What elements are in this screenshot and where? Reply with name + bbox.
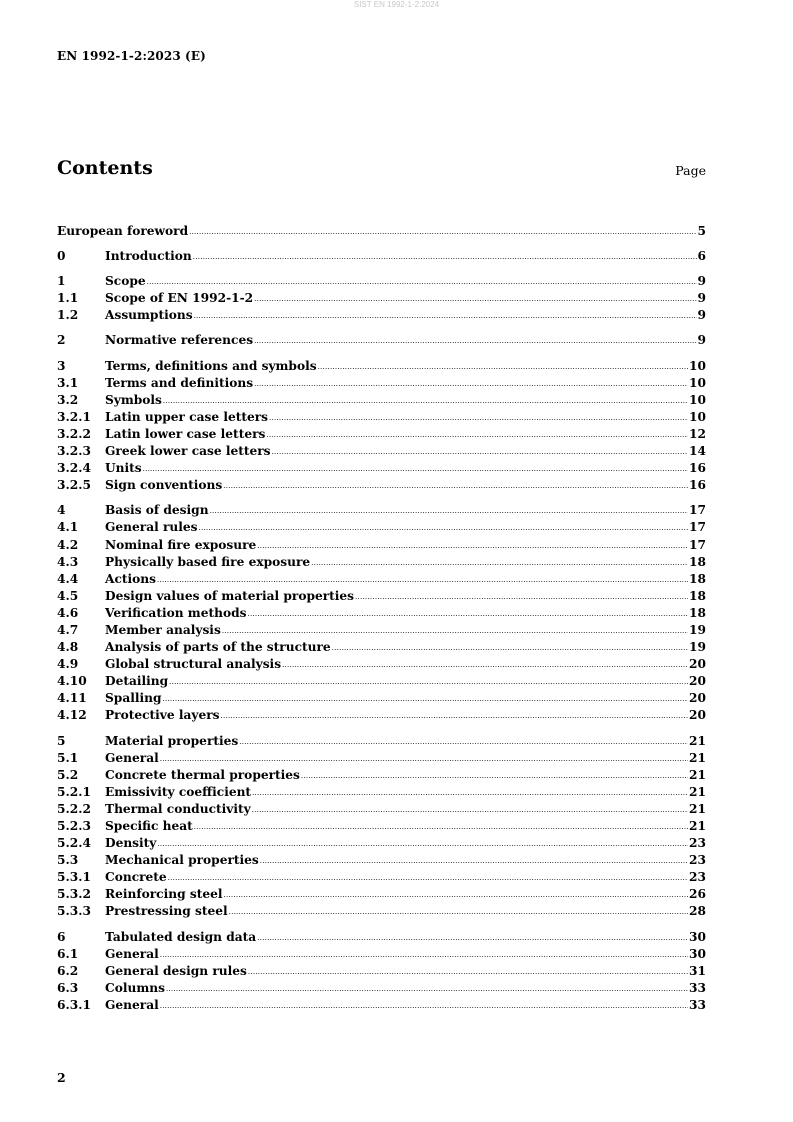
toc-entry[interactable]: [57, 656, 706, 673]
toc-entry[interactable]: [57, 571, 706, 588]
toc-entry[interactable]: [57, 980, 706, 997]
toc-entry[interactable]: [57, 519, 706, 536]
toc-entry[interactable]: [57, 784, 706, 801]
toc-entry[interactable]: [57, 588, 706, 605]
toc-entry-title: Tabulated design data: [105, 929, 257, 944]
toc-entry[interactable]: [57, 946, 706, 963]
toc-entry-number: 3.2.3: [57, 444, 91, 459]
document-id: EN 1992-1-2:2023 (E): [57, 49, 206, 63]
toc-dot-leader: [223, 476, 688, 495]
toc-entry-number: 4.6: [57, 605, 79, 620]
toc-entry[interactable]: [57, 903, 706, 920]
toc-entry-title: General: [105, 997, 159, 1012]
toc-entry-number: 4.9: [57, 657, 79, 672]
toc-entry-page: 30: [689, 929, 706, 944]
page-column-label: Page: [675, 163, 706, 178]
toc-entry-number: 5.2.3: [57, 819, 91, 833]
toc-entry[interactable]: [57, 869, 706, 886]
toc-entry-title: Emissivity coefficient: [105, 784, 252, 799]
toc-dot-leader: [221, 706, 689, 725]
contents-title: Contents: [57, 157, 153, 179]
toc-entry-number: 5.2.4: [57, 836, 91, 851]
toc-entry-page: 21: [689, 733, 706, 748]
toc-entry-number: 3.2.2: [57, 426, 91, 441]
toc-entry-page: 33: [689, 980, 706, 995]
toc-dot-leader: [229, 902, 688, 921]
toc-entry-title: Units: [105, 461, 142, 476]
toc-entry-page: 26: [689, 887, 706, 902]
toc-entry-title: Scope of EN 1992-1-2: [105, 291, 254, 306]
toc-entry-title: Verification methods: [105, 605, 247, 620]
toc-entry-number: 3.2.5: [57, 478, 91, 493]
toc-entry-number: 3.1: [57, 375, 79, 390]
toc-entry-title: Nominal fire exposure: [105, 537, 257, 552]
toc-entry-page: 14: [689, 444, 706, 459]
toc-entry-page: 21: [689, 767, 706, 782]
toc-entry-page: 5: [697, 224, 706, 238]
toc-dot-leader: [160, 996, 688, 1015]
toc-entry-number: 6: [57, 929, 66, 944]
toc-entry-number: 5.2: [57, 767, 79, 782]
toc-dot-leader: [194, 306, 697, 325]
toc-entry-title: Terms and definitions: [105, 375, 254, 390]
toc-entry-page: 10: [689, 392, 706, 407]
toc-entry[interactable]: [57, 767, 706, 784]
toc-entry-title: European foreword: [57, 224, 189, 238]
toc-entry-title: General: [105, 750, 159, 765]
toc-dot-leader: [254, 331, 696, 350]
watermark: SIST EN 1992-1-2:2024: [353, 0, 440, 9]
toc-entry-page: 17: [689, 520, 706, 535]
toc-entry-page: 12: [689, 426, 706, 441]
toc-entry-title: General design rules: [105, 963, 247, 978]
toc-entry-number: 1.2: [57, 308, 79, 323]
toc-entry-number: 5.2.2: [57, 801, 91, 816]
toc-entry-page: 20: [689, 657, 706, 672]
toc-entry[interactable]: [57, 929, 706, 946]
toc-entry-page: 21: [689, 784, 706, 799]
toc-entry[interactable]: [57, 639, 706, 656]
toc-entry-page: 19: [689, 622, 706, 637]
toc-entry-number: 5.1: [57, 750, 79, 765]
toc-entry-page: 19: [689, 640, 706, 655]
toc-entry-number: 5.3.2: [57, 887, 91, 902]
toc-entry-number: 5.3.1: [57, 870, 91, 885]
toc-entry-page: 17: [689, 503, 706, 518]
toc-entry-number: 3.2.4: [57, 461, 91, 476]
toc-entry-title: Scope: [105, 274, 146, 289]
toc-entry-number: 4.3: [57, 554, 79, 569]
toc-entry-page: 16: [689, 478, 706, 493]
toc-entry-page: 10: [689, 375, 706, 390]
toc-entry-title: Sign conventions: [105, 478, 223, 493]
toc-entry[interactable]: [57, 375, 706, 392]
toc-entry-title: Columns: [105, 980, 165, 995]
toc-entry-number: 1.1: [57, 291, 79, 306]
toc-entry-title: Symbols: [105, 392, 162, 407]
toc-entry[interactable]: [57, 392, 706, 409]
toc-entry[interactable]: [57, 733, 706, 750]
toc-entry[interactable]: [57, 537, 706, 554]
page-number: 2: [57, 1070, 66, 1085]
toc-entry-title: Detailing: [105, 674, 169, 689]
toc-entry-title: Analysis of parts of the structure: [105, 640, 331, 655]
toc-entry[interactable]: [57, 707, 706, 724]
toc-entry-number: 2: [57, 333, 66, 348]
toc-entry-number: 5.3: [57, 853, 79, 868]
toc-entry-number: 6.3: [57, 980, 79, 995]
toc-entry-title: Protective layers: [105, 708, 220, 723]
toc-entry-number: 4.2: [57, 537, 79, 552]
toc-entry-title: Concrete thermal properties: [105, 767, 300, 782]
toc-entry[interactable]: [57, 290, 706, 307]
toc-entry-number: 5.2.1: [57, 784, 91, 799]
toc-entry[interactable]: [57, 443, 706, 460]
toc-entry[interactable]: [57, 502, 706, 519]
toc-entry-title: Spalling: [105, 691, 162, 706]
toc-entry-number: 5: [57, 733, 66, 748]
toc-entry-page: 9: [697, 308, 706, 323]
toc-entry-number: 4.8: [57, 640, 79, 655]
toc-entry-page: 9: [697, 274, 706, 289]
toc-entry[interactable]: [57, 750, 706, 767]
toc-entry-page: 20: [689, 674, 706, 689]
toc-entry[interactable]: [57, 358, 706, 375]
toc-entry-title: Thermal conductivity: [105, 801, 251, 816]
toc-entry-number: 4.1: [57, 520, 79, 535]
toc-entry-number: 5.3.3: [57, 904, 91, 919]
toc-entry-page: 20: [689, 708, 706, 723]
table-of-contents: [57, 223, 706, 1014]
toc-entry-number: 4.10: [57, 674, 87, 689]
toc-entry-page: 18: [689, 588, 706, 603]
toc-entry[interactable]: [57, 460, 706, 477]
toc-entry-title: General: [105, 946, 159, 961]
toc-entry-number: 4.4: [57, 571, 79, 586]
toc-entry-page: 10: [689, 358, 706, 373]
toc-entry-page: 21: [689, 801, 706, 816]
toc-entry-page: 9: [697, 333, 706, 348]
toc-entry[interactable]: [57, 307, 706, 324]
toc-entry-page: 21: [689, 819, 706, 833]
toc-entry-title: Greek lower case letters: [105, 444, 271, 459]
toc-entry-number: 6.1: [57, 946, 79, 961]
toc-entry-page: 33: [689, 997, 706, 1012]
toc-entry-number: 4: [57, 503, 66, 518]
toc-entry-title: Specific heat: [105, 819, 193, 833]
toc-entry-page: 18: [689, 571, 706, 586]
toc-entry[interactable]: [57, 835, 706, 852]
toc-entry-number: 4.11: [57, 691, 87, 706]
toc-entry-title: Latin lower case letters: [105, 426, 266, 441]
toc-entry-number: 4.12: [57, 708, 87, 723]
toc-entry-page: 18: [689, 554, 706, 569]
toc-entry[interactable]: [57, 818, 706, 835]
toc-entry-title: Material properties: [105, 733, 239, 748]
toc-entry-title: Physically based fire exposure: [105, 554, 311, 569]
toc-entry[interactable]: [57, 690, 706, 707]
toc-entry-page: 30: [689, 946, 706, 961]
toc-entry[interactable]: [57, 997, 706, 1014]
toc-entry-title: Latin upper case letters: [105, 409, 269, 424]
toc-entry-title: Reinforcing steel: [105, 887, 223, 902]
toc-entry[interactable]: [57, 673, 706, 690]
toc-entry[interactable]: [57, 886, 706, 903]
toc-entry-page: 23: [689, 836, 706, 851]
toc-entry-page: 6: [697, 249, 706, 264]
toc-entry[interactable]: [57, 273, 706, 290]
toc-entry-page: 10: [689, 409, 706, 424]
toc-entry-title: Density: [105, 836, 157, 851]
toc-entry-title: Normative references: [105, 333, 254, 348]
toc-entry-page: 16: [689, 461, 706, 476]
toc-entry[interactable]: [57, 223, 706, 240]
toc-entry-number: 3.2.1: [57, 409, 91, 424]
toc-entry-number: 6.3.1: [57, 997, 91, 1012]
toc-entry-title: Introduction: [105, 249, 192, 264]
toc-entry-page: 31: [689, 963, 706, 978]
toc-entry[interactable]: [57, 554, 706, 571]
toc-entry-title: Design values of material properties: [105, 588, 355, 603]
toc-entry-page: 9: [697, 291, 706, 306]
toc-entry-title: Global structural analysis: [105, 657, 282, 672]
toc-entry-title: Member analysis: [105, 622, 221, 637]
toc-entry-number: 3.2: [57, 392, 79, 407]
toc-entry[interactable]: [57, 963, 706, 980]
toc-entry[interactable]: [57, 248, 706, 265]
toc-entry-page: 28: [689, 904, 706, 919]
toc-entry-title: Mechanical properties: [105, 853, 259, 868]
toc-dot-leader: [193, 247, 697, 266]
toc-entry-number: 0: [57, 249, 66, 264]
toc-entry-number: 4.5: [57, 588, 79, 603]
toc-entry-number: 1: [57, 274, 66, 289]
toc-dot-leader: [189, 222, 696, 241]
toc-entry[interactable]: [57, 852, 706, 869]
toc-entry-page: 23: [689, 853, 706, 868]
toc-entry-page: 18: [689, 605, 706, 620]
toc-entry[interactable]: [57, 426, 706, 443]
toc-entry[interactable]: [57, 605, 706, 622]
toc-entry-page: 23: [689, 870, 706, 885]
toc-entry[interactable]: [57, 332, 706, 349]
toc-entry-number: 6.2: [57, 963, 79, 978]
toc-entry-title: General rules: [105, 520, 198, 535]
toc-entry-title: Concrete: [105, 870, 167, 885]
toc-entry-title: Assumptions: [105, 308, 193, 323]
toc-entry-page: 21: [689, 750, 706, 765]
toc-entry-title: Basis of design: [105, 503, 209, 518]
toc-entry-page: 17: [689, 537, 706, 552]
toc-entry[interactable]: [57, 622, 706, 639]
toc-entry[interactable]: [57, 409, 706, 426]
toc-entry-page: 20: [689, 691, 706, 706]
toc-entry-number: 4.7: [57, 622, 79, 637]
toc-entry[interactable]: [57, 801, 706, 818]
toc-entry-title: Prestressing steel: [105, 904, 228, 919]
toc-entry-title: Actions: [105, 571, 156, 586]
toc-entry-title: Terms, definitions and symbols: [105, 358, 317, 373]
toc-entry[interactable]: [57, 477, 706, 494]
toc-entry-number: 3: [57, 358, 66, 373]
